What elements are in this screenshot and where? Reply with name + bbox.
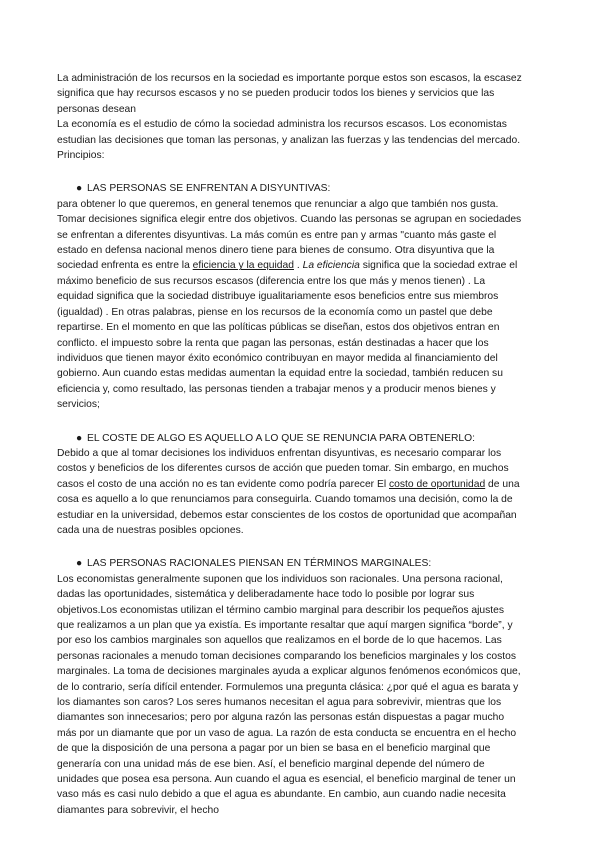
bullet-icon: ● (76, 432, 83, 444)
section-3-heading (57, 556, 523, 571)
costo-oportunidad-link[interactable]: costo de oportunidad (389, 478, 486, 490)
section-1-text-c: significa que la sociedad extrae el máximo beneficio de sus recursos escasos (diferencia entre los que más y menos tienen) . La equidad significa que la sociedad distribuye igualitariamente esos beneficios entre sus miembros (igualdad) . En otras palabras, piense en los recursos de la economía como un pastel que debe repartirse. En el momento en que las políticas públicas se diseñan, estos dos objetivos entran en conflicto. el impuesto sobre la renta que pagan las personas, están destinadas a hacer que los individuos que tienen mayor éxito económico contribuyan en mayor medida al financiamiento del gobierno. Aun cuando estas medidas aumentan la equidad entre la sociedad, también reducen su eficiencia y, como resultado, las personas tienden a trabajar menos y a producir menos bienes y servicios; (57, 260, 518, 411)
section-2-heading (57, 431, 523, 446)
section-2-body (57, 446, 523, 538)
eficiencia-equidad-link[interactable]: eficiencia y la equidad (192, 260, 294, 272)
section-2-text-a: Debido a que al tomar decisiones los individuos enfrentan disyuntivas, es necesario comparar los costos y beneficios de los diferentes cursos de acción que pueden tomar. Sin embargo, en muchos casos el costo de una acción no es tan evidente como podría parecer El (57, 447, 509, 490)
section-1-heading (57, 181, 523, 196)
section-2-title: EL COSTE DE ALGO ES AQUELLO A LO QUE SE RENUNCIA PARA OBTENERLO: (87, 432, 475, 444)
section-2-text-b: de una cosa es aquello a lo que renunciamos para conseguirla. Cuando tomamos una decisión, como la de estudiar en la universidad, debemos estar conscientes de los costos de oportunidad que acompañan cada una de nuestras posibles opciones. (57, 478, 520, 536)
eficiencia-italic: La eficiencia (302, 260, 360, 272)
section-3-title: LAS PERSONAS RACIONALES PIENSAN EN TÉRMINOS MARGINALES: (87, 558, 432, 570)
section-1-text-b: . (294, 260, 303, 272)
bullet-icon: ● (76, 558, 83, 570)
section-1-text-a: para obtener lo que queremos, en general tenemos que renunciar a algo que también nos gusta. Tomar decisiones significa elegir entre dos objetivos. Cuando las personas se agrupan en sociedades se enfrentan a diferentes disyuntivas. La más común es entre pan y armas "cuanto más gaste el estado en defensa nacional menos dinero tiene para bienes de consumo. Otra disyuntiva que la sociedad enfrenta es entre la (57, 198, 522, 272)
section-1-body (57, 197, 523, 413)
intro-paragraph-2: La economía es el estudio de cómo la sociedad administra los recursos escasos. Los economistas estudian las decisiones que toman las personas, y analizan las fuerzas y las tendencias del mercado. Principios: (57, 119, 521, 162)
intro-paragraph-1: La administración de los recursos en la sociedad es importante porque estos son escasos, la escasez significa que hay recursos escasos y no se pueden producir todos los bienes y servicios que las personas desean (57, 73, 522, 115)
section-3-body: Los economistas generalmente suponen que los individuos son racionales. Una persona racional, dadas las oportunidades, sistemática y deliberadamente hace todo lo posible por lograr sus objetivos.Los economistas utilizan el término cambio marginal para describir los pequeños ajustes que realizamos a un plan que ya existía. Es importante resaltar que aquí margen significa “borde”, y por eso los cambios marginales son aquellos que realizamos en el borde de lo que hacemos. Las personas racionales a menudo toman decisiones comparando los beneficios marginales y los costos marginales. La toma de decisiones marginales ayuda a explicar algunos fenómenos económicos que, de lo contrario, sería difícil entender. Formulemos una pregunta clásica: ¿por qué el agua es barata y los diamantes son caros? Los seres humanos necesitan el agua para sobrevivir, mientras que los diamantes son innecesarios; pero por alguna razón las personas están dispuestas a pagar mucho más por un diamante que por un vaso de agua. La razón de esta conducta se encuentra en el hecho de que la disposición de una persona a pagar por un bien se basa en el beneficio marginal que generaría con una unidad más de ese bien. Así, el beneficio marginal depende del número de unidades que posea esa persona. Aun cuando el agua es esencial, el beneficio marginal de tener un vaso más es casi nulo debido a que el agua es abundante. En cambio, aun cuando nadie necesita diamantes para sobrevivir, el hecho (57, 573, 521, 816)
section-1-title: LAS PERSONAS SE ENFRENTAN A DISYUNTIVAS: (87, 183, 331, 195)
bullet-icon: ● (76, 183, 83, 195)
document-body (57, 71, 523, 818)
